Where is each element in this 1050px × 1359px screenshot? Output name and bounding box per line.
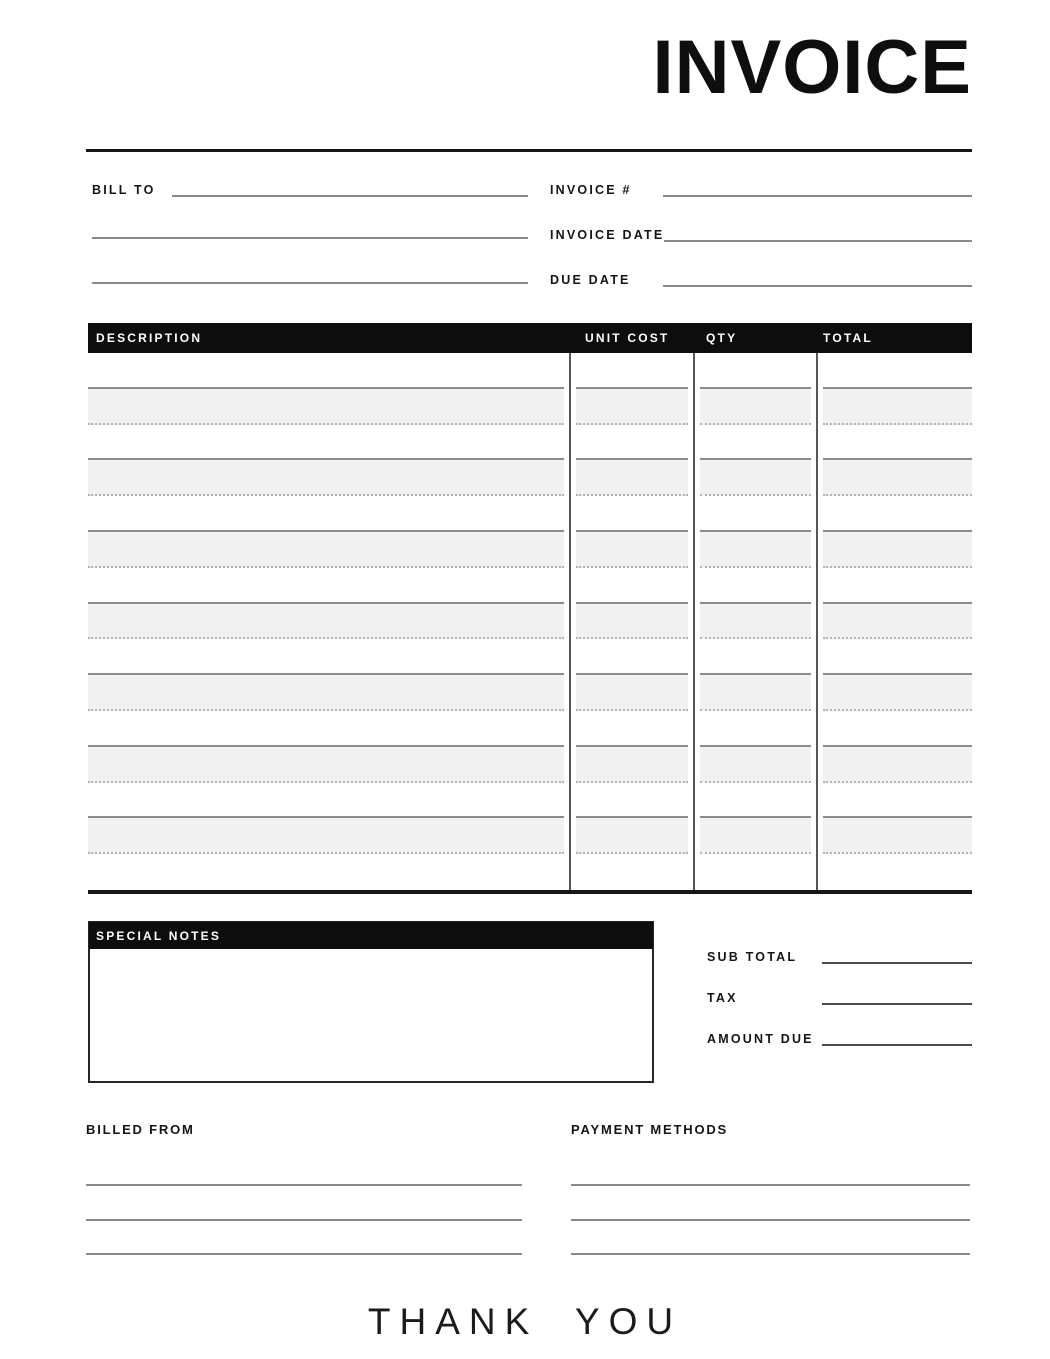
tax-label: TAX bbox=[707, 991, 738, 1005]
item-cell[interactable] bbox=[823, 675, 972, 711]
items-body bbox=[88, 353, 972, 890]
item-cell[interactable] bbox=[576, 460, 688, 496]
sub-total-row bbox=[707, 946, 972, 964]
billed-from-line-2[interactable] bbox=[86, 1219, 522, 1221]
item-cell[interactable] bbox=[700, 425, 811, 461]
item-cell[interactable] bbox=[823, 639, 972, 675]
column-divider bbox=[569, 353, 571, 890]
invoice-date-field[interactable] bbox=[664, 225, 972, 242]
bill-to-row bbox=[92, 180, 528, 197]
item-cell[interactable] bbox=[576, 389, 688, 425]
item-row bbox=[88, 460, 972, 496]
sub-total-field[interactable] bbox=[822, 946, 972, 964]
due-date-label: DUE DATE bbox=[550, 273, 631, 287]
invoice-title: INVOICE bbox=[652, 25, 972, 110]
item-cell[interactable] bbox=[576, 425, 688, 461]
item-cell[interactable] bbox=[88, 818, 564, 854]
item-cell[interactable] bbox=[88, 783, 564, 819]
item-cell[interactable] bbox=[700, 353, 811, 389]
item-cell[interactable] bbox=[88, 389, 564, 425]
item-cell[interactable] bbox=[700, 783, 811, 819]
item-cell[interactable] bbox=[576, 783, 688, 819]
item-cell[interactable] bbox=[823, 425, 972, 461]
item-cell[interactable] bbox=[576, 675, 688, 711]
item-cell[interactable] bbox=[700, 675, 811, 711]
item-cell[interactable] bbox=[823, 389, 972, 425]
bill-to-label: BILL TO bbox=[92, 183, 156, 197]
item-cell[interactable] bbox=[700, 818, 811, 854]
invoice-number-label: INVOICE # bbox=[550, 183, 632, 197]
item-cell[interactable] bbox=[576, 818, 688, 854]
payment-methods-line-1[interactable] bbox=[571, 1184, 970, 1186]
invoice-date-label: INVOICE DATE bbox=[550, 228, 665, 242]
item-cell[interactable] bbox=[700, 747, 811, 783]
bill-to-line-3[interactable] bbox=[92, 282, 528, 284]
item-cell[interactable] bbox=[576, 532, 688, 568]
item-cell[interactable] bbox=[823, 711, 972, 747]
item-cell[interactable] bbox=[576, 711, 688, 747]
column-divider bbox=[816, 353, 818, 890]
thank-you-text: THANK YOU bbox=[367, 1301, 683, 1342]
item-cell[interactable] bbox=[88, 460, 564, 496]
special-notes-box bbox=[88, 921, 654, 1083]
bill-to-line-1[interactable] bbox=[172, 180, 528, 197]
item-row bbox=[88, 783, 972, 819]
item-row bbox=[88, 389, 972, 425]
due-date-field[interactable] bbox=[663, 270, 972, 287]
billed-from-section bbox=[86, 1122, 522, 1257]
special-notes-input[interactable] bbox=[90, 949, 652, 1082]
invoice-number-field[interactable] bbox=[663, 180, 972, 197]
item-cell[interactable] bbox=[88, 532, 564, 568]
amount-due-field[interactable] bbox=[822, 1028, 972, 1046]
special-notes-label: SPECIAL NOTES bbox=[89, 922, 653, 949]
header-divider bbox=[86, 149, 972, 152]
item-cell[interactable] bbox=[700, 711, 811, 747]
items-table bbox=[88, 323, 972, 894]
item-cell[interactable] bbox=[576, 496, 688, 532]
billed-from-line-3[interactable] bbox=[86, 1253, 522, 1255]
item-cell[interactable] bbox=[700, 389, 811, 425]
payment-methods-label: PAYMENT METHODS bbox=[571, 1122, 729, 1137]
item-cell[interactable] bbox=[88, 747, 564, 783]
item-cell[interactable] bbox=[576, 854, 688, 890]
item-row bbox=[88, 532, 972, 568]
due-date-row bbox=[550, 270, 972, 287]
column-header-description: DESCRIPTION bbox=[96, 331, 203, 345]
column-header-unit-cost: UNIT COST bbox=[585, 331, 670, 345]
column-header-total: TOTAL bbox=[823, 331, 873, 345]
item-cell[interactable] bbox=[88, 604, 564, 640]
item-cell[interactable] bbox=[576, 639, 688, 675]
item-row bbox=[88, 568, 972, 604]
item-cell[interactable] bbox=[88, 639, 564, 675]
item-row bbox=[88, 353, 972, 389]
amount-due-label: AMOUNT DUE bbox=[707, 1032, 814, 1046]
item-cell[interactable] bbox=[700, 496, 811, 532]
items-table-header bbox=[88, 323, 972, 353]
item-cell[interactable] bbox=[700, 604, 811, 640]
tax-row bbox=[707, 987, 972, 1005]
item-cell[interactable] bbox=[823, 747, 972, 783]
item-row bbox=[88, 425, 972, 461]
item-cell[interactable] bbox=[576, 353, 688, 389]
item-cell[interactable] bbox=[88, 711, 564, 747]
item-cell[interactable] bbox=[823, 353, 972, 389]
item-row bbox=[88, 639, 972, 675]
tax-field[interactable] bbox=[822, 987, 972, 1005]
item-cell[interactable] bbox=[823, 604, 972, 640]
amount-due-row bbox=[707, 1028, 972, 1046]
column-divider bbox=[693, 353, 695, 890]
item-row bbox=[88, 818, 972, 854]
item-cell[interactable] bbox=[700, 460, 811, 496]
item-cell[interactable] bbox=[88, 854, 564, 890]
item-cell[interactable] bbox=[576, 604, 688, 640]
item-row bbox=[88, 496, 972, 532]
item-row bbox=[88, 711, 972, 747]
item-cell[interactable] bbox=[823, 496, 972, 532]
item-row bbox=[88, 747, 972, 783]
billed-from-line-1[interactable] bbox=[86, 1184, 522, 1186]
sub-total-label: SUB TOTAL bbox=[707, 950, 798, 964]
item-cell[interactable] bbox=[88, 568, 564, 604]
bill-to-line-2[interactable] bbox=[92, 237, 528, 239]
item-cell[interactable] bbox=[823, 854, 972, 890]
payment-methods-section bbox=[571, 1122, 970, 1257]
item-cell[interactable] bbox=[700, 639, 811, 675]
item-row bbox=[88, 854, 972, 890]
item-cell[interactable] bbox=[823, 783, 972, 819]
item-cell[interactable] bbox=[823, 460, 972, 496]
item-cell[interactable] bbox=[823, 568, 972, 604]
item-cell[interactable] bbox=[88, 496, 564, 532]
item-cell[interactable] bbox=[88, 675, 564, 711]
item-cell[interactable] bbox=[823, 818, 972, 854]
billed-from-label: BILLED FROM bbox=[86, 1122, 195, 1137]
item-cell[interactable] bbox=[700, 568, 811, 604]
payment-methods-line-2[interactable] bbox=[571, 1219, 970, 1221]
item-cell[interactable] bbox=[88, 425, 564, 461]
item-cell[interactable] bbox=[576, 747, 688, 783]
item-cell[interactable] bbox=[700, 532, 811, 568]
invoice-date-row bbox=[550, 225, 972, 242]
payment-methods-line-3[interactable] bbox=[571, 1253, 970, 1255]
column-header-qty: QTY bbox=[706, 331, 738, 345]
item-row bbox=[88, 675, 972, 711]
item-cell[interactable] bbox=[700, 854, 811, 890]
item-row bbox=[88, 604, 972, 640]
item-cell[interactable] bbox=[88, 353, 564, 389]
item-cell[interactable] bbox=[576, 568, 688, 604]
item-cell[interactable] bbox=[823, 532, 972, 568]
invoice-number-row bbox=[550, 180, 972, 197]
